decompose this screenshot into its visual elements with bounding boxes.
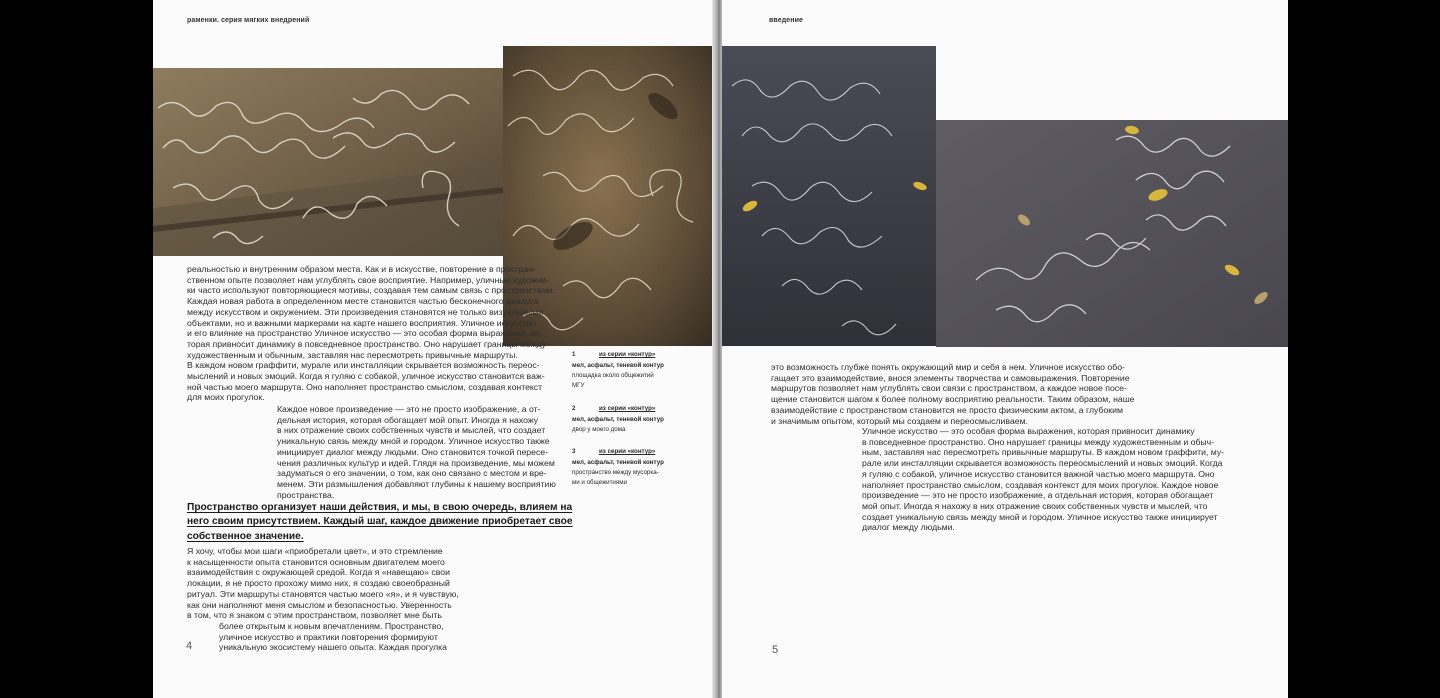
body-paragraph: Каждое новое произведение — это не просто изображение, а от- дельная история, которая обогащает мой опыт. Иногда я нахожу в них отражение своих собственных чувств и мыслей, что создает уникальную связь между мной и городом. Уличное искусство также инициирует диалог между людьми. Оно становится точкой пересе- чения различных культур и идей. Глядя на произведение, мы можем задуматься о его значении, о том, как оно связано с местом и вре- менем. Эти размышления добавляют глубины к нашему восприятию пространства. [277,404,556,500]
body-paragraph: более открытым к новым впечатлениям. Пространство, уличное искусство и практики повторения формируют уникальную экосистему нашего опыта. Каждая прогулка [219,621,448,653]
caption-series: из серии «контур» [599,351,656,358]
body-paragraph: реальностью и внутренним образом места. Как и в искусстве, повторение в простран- ственном опыте позволяет нам углублять свое восприятие. Например, уличные художни- ки часто используют повторяющиеся мотивы, создавая тем самым связь с пространством. Каждая новая работа в определенном месте становится частью бесконечного диалога между искусством и окружением. Эти произведения становятся не только визуальными объектами, но и важными маркерами на карте нашего восприятия. Уличное искусство и его влияние на пространство Уличное искусство — это особая форма выражения, ко- торая привносит динамику в повседневное пространство. Оно нарушает границы между художественным и обычным, заставляя нас пересмотреть привычные маршруты. В каждом новом граффити, мурале или инсталляции скрывается возможность переос- мыслений и новых эмоций. Когда я гуляю с собакой, уличное искусство становится важ- ной частью моего маршрута. Оно наполняет пространство смыслом, создавая контекст для моих прогулок. [187,264,555,403]
body-paragraph: Уличное искусство — это особая форма выражения, которая привносит динамику в повседневное пространство. Оно нарушает границы между художественным и обыч- ным, заставляя нас пересмотреть привычные маршруты. В каждом новом граффити, му- рале или инсталляции скрывается возможность переосмыслений и новых эмоций. Когда я гуляю с собакой, уличное искусство становится важной частью моего маршрута. Оно наполняет пространство смыслом, создавая контекст для моих прогулок. Каждое новое произведение — это не просто изображение, а отдельная история, которая обогащает мой опыт. Иногда я нахожу в них отражение своих собственных чувств и мыслей, что создает уникальную связь между мной и городом. Уличное искусство также инициирует диалог между людьми. [862,426,1225,533]
caption-number: 3 [572,448,576,455]
photo-chalk-shadows-sidewalk [153,68,513,256]
running-header: раменки. серия мягких внедрений [187,17,310,24]
page-number: 5 [772,644,779,656]
caption-number: 1 [572,351,576,358]
caption-medium: мел, асфальт, теневой контур [572,415,664,423]
caption-location: площадка около общежитий МГУ [572,372,654,389]
photo-caption-1 [572,350,712,395]
page-number: 4 [186,640,193,652]
caption-location: двор у моего дома [572,426,626,433]
photo-chalk-outline-with-leaves [936,120,1288,347]
photo-chalk-outline-asphalt [722,46,936,346]
caption-medium: мел, асфальт, теневой контур [572,458,664,466]
caption-location: пространство между мусорка- ми и общежитиями [572,469,659,486]
photo-caption-2 [572,404,712,440]
body-paragraph: это возможность глубже понять окружающий мир и себя в нем. Уличное искусство обо- гащает это взаимодействие, внося элементы творчества и самовыражения. Повторение маршрутов позволяет нам углублять свои связи с пространством, а каждое новое посе- щение становится шагом к более полному восприятию реальности. Таким образом, наше взаимодействие с пространством становится не просто физическим актом, а глубоким и значимым опытом, который мы создаем и переосмысливаем. [771,362,1135,426]
caption-medium: мел, асфальт, теневой контур [572,361,664,369]
right-page [722,0,1288,698]
caption-series: из серии «контур» [599,405,656,412]
photo-caption-3 [572,447,712,492]
left-page [153,0,718,698]
caption-number: 2 [572,405,576,412]
body-paragraph: Я хочу, чтобы мои шаги «приобретали цвет», и это стремление к насыщенности опыта становится основным двигателем моего взаимодействия с окружающей средой. Когда я «навещаю» свои локации, я не просто прохожу мимо них, я создаю своеобразный ритуал. Эти маршруты становятся частью моего «я», и я чувствую, как они наполняют меня смыслом и безопасностью. Уверенность в том, что я знаком с этим пространством, позволяет мне быть [187,546,459,621]
running-header: введение [769,17,803,24]
pull-quote: Пространство организует наши действия, и мы, в свою очередь, влияем на него своим присутствием. Каждый шаг, каждое движение приобретает свое собственное значение. [187,502,573,542]
caption-series: из серии «контур» [599,448,656,455]
